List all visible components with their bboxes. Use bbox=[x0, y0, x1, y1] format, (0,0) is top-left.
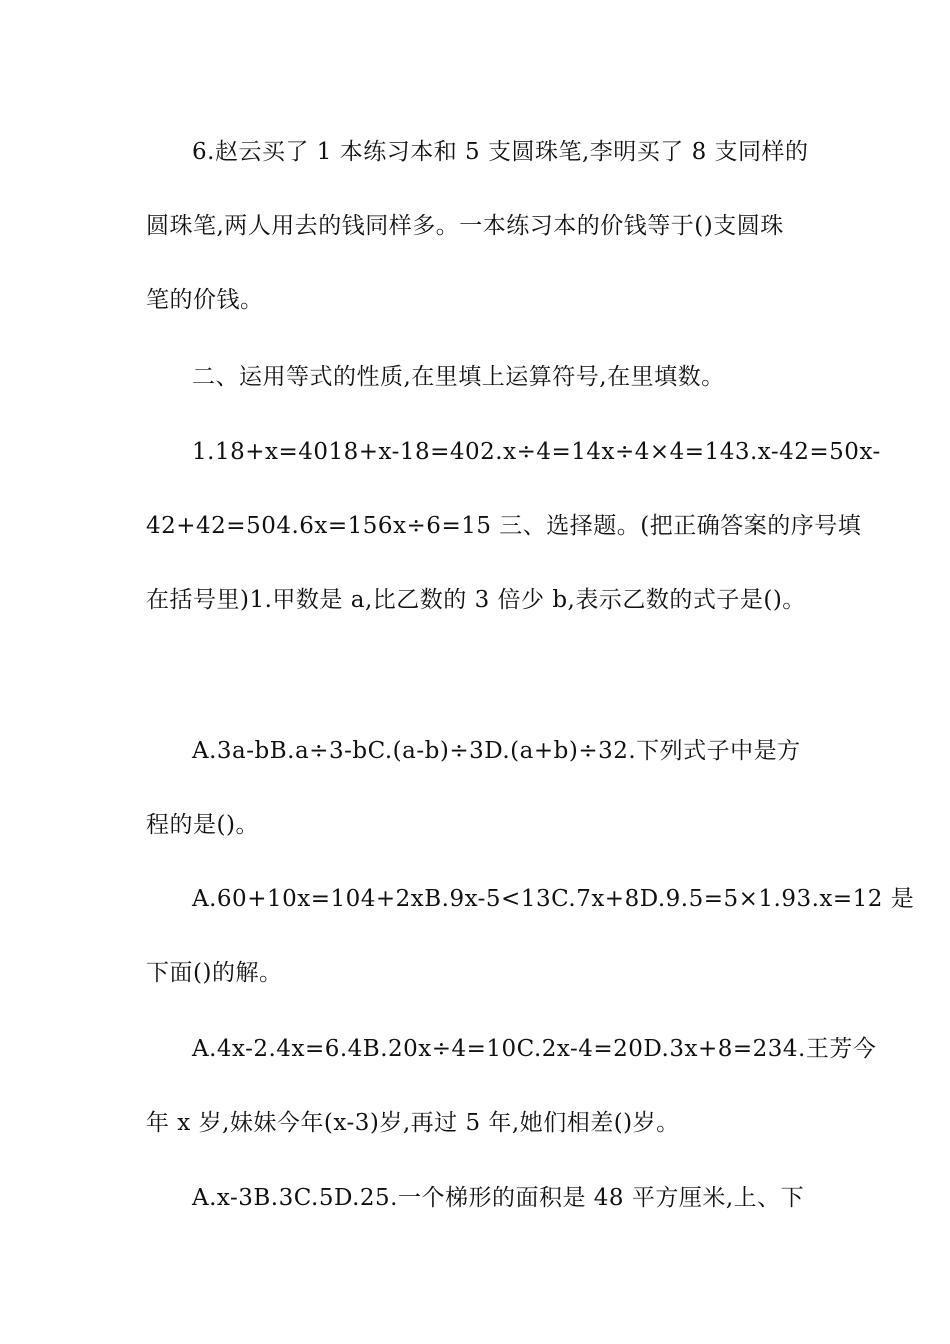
paragraph-line: 在括号里)1.甲数是 a,比乙数的 3 倍少 b,表示乙数的式子是()。 bbox=[146, 587, 806, 613]
section-heading: 二、运用等式的性质,在里填上运算符号,在里填数。 bbox=[192, 364, 725, 390]
paragraph-line: 年 x 岁,妹妹今年(x-3)岁,再过 5 年,她们相差()岁。 bbox=[146, 1110, 680, 1136]
paragraph-line: 6.赵云买了 1 本练习本和 5 支圆珠笔,李明买了 8 支同样的 bbox=[192, 139, 809, 165]
paragraph-line: 程的是()。 bbox=[146, 812, 259, 838]
paragraph-line: 42+42=504.6x=156x÷6=15 三、选择题。(把正确答案的序号填 bbox=[146, 513, 862, 539]
paragraph-line: A.3a-bB.a÷3-bC.(a-b)÷3D.(a+b)÷32.下列式子中是方 bbox=[192, 738, 801, 764]
paragraph-line: 下面()的解。 bbox=[146, 960, 283, 986]
paragraph-line: 1.18+x=4018+x-18=402.x÷4=14x÷4×4=143.x-42=50x- bbox=[192, 439, 881, 465]
paragraph-line: A.4x-2.4x=6.4B.20x÷4=10C.2x-4=20D.3x+8=234.王芳今 bbox=[192, 1036, 877, 1062]
paragraph-line: 圆珠笔,两人用去的钱同样多。一本练习本的价钱等于()支圆珠 bbox=[146, 213, 784, 239]
paragraph-line: A.x-3B.3C.5D.25.一个梯形的面积是 48 平方厘米,上、下 bbox=[192, 1185, 805, 1211]
paragraph-line: 笔的价钱。 bbox=[146, 287, 264, 313]
paragraph-line: A.60+10x=104+2xB.9x-5<13C.7x+8D.9.5=5×1.93.x=12 是 bbox=[192, 886, 915, 912]
